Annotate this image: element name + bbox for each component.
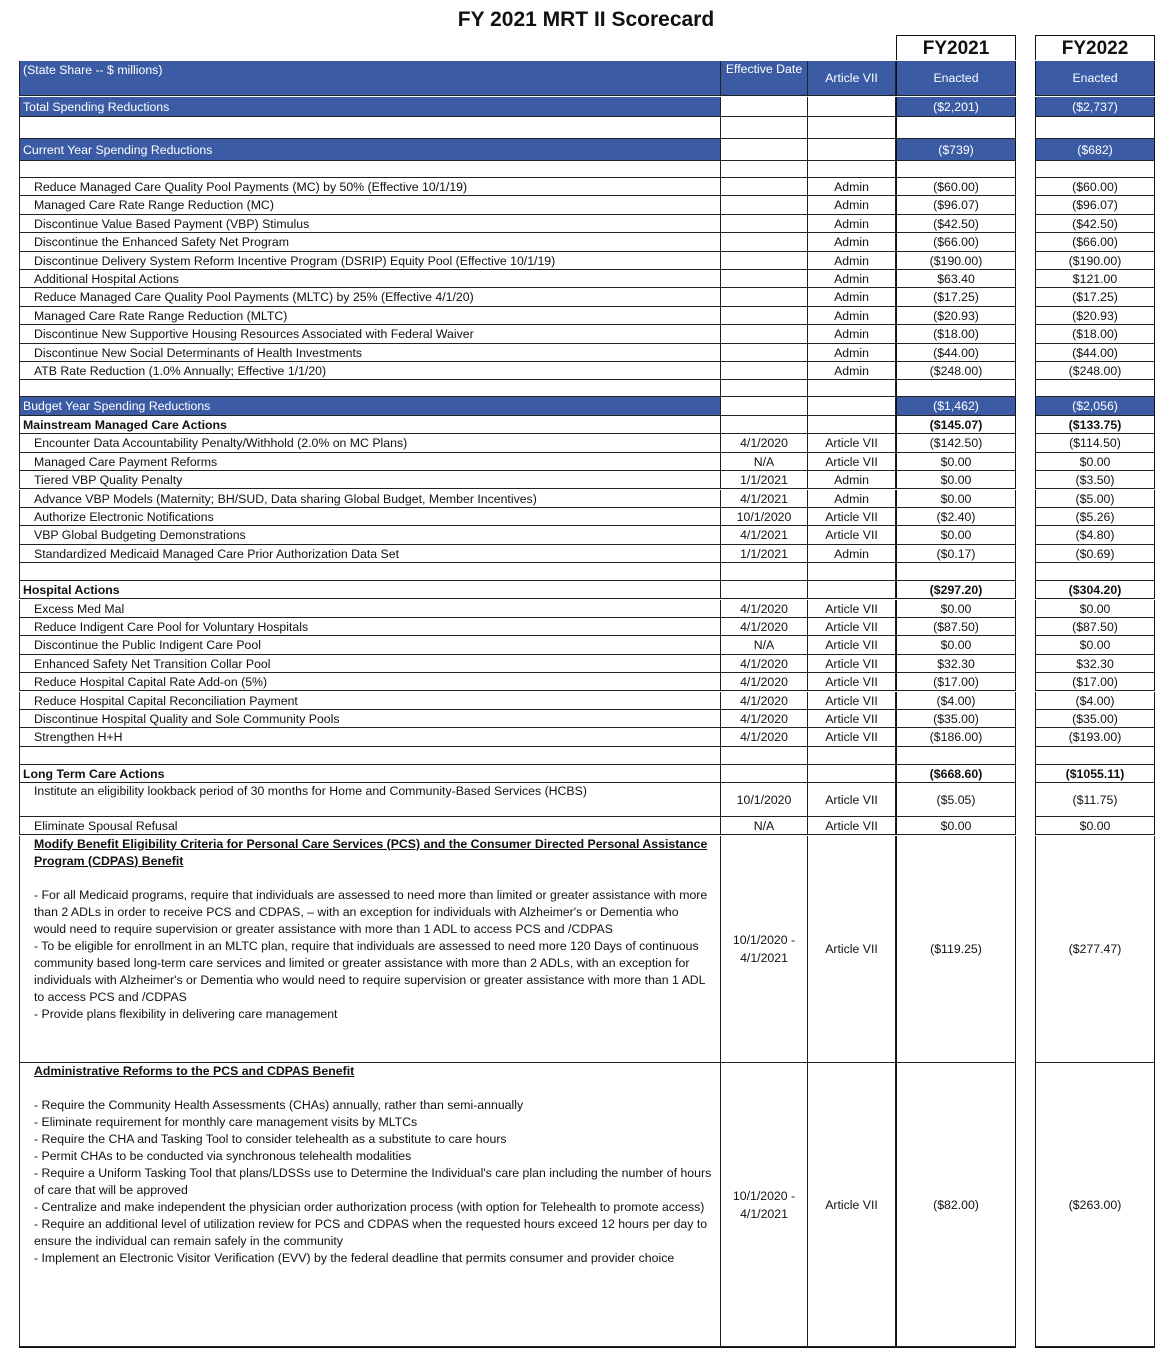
current-year-item-article: Admin	[808, 196, 896, 214]
current-year-item-fy2022: ($66.00)	[1035, 233, 1155, 251]
current-year-item-desc: Reduce Managed Care Quality Pool Payments (MC) by 50% (Effective 10/1/19)	[19, 178, 720, 196]
blank-row-5-desc	[19, 747, 720, 765]
current-year-item-fy2021: ($190.00)	[896, 252, 1016, 270]
table-header-fy2021: Enacted	[896, 61, 1016, 96]
fy2021-bottom-border	[896, 1347, 1016, 1348]
total-row-fy2021: ($2,201)	[896, 97, 1016, 117]
ltc-admin-reforms-row-heading: Administrative Reforms to the PCS and CDPAS Benefit	[34, 1064, 355, 1078]
table-bottom-border	[19, 1347, 896, 1348]
hospital-item-date: 4/1/2020	[720, 618, 808, 636]
hospital-item-article: Article VII	[808, 673, 896, 691]
ltc-admin-reforms-row-fy2021: ($82.00)	[896, 1063, 1016, 1347]
ltc-modify-criteria-row	[0, 836, 1172, 1064]
hospital-header-row-article	[808, 581, 896, 599]
current-year-item-fy2021: ($96.07)	[896, 196, 1016, 214]
blank-row-3-fy2022	[1035, 380, 1155, 397]
total-row-article	[808, 97, 896, 117]
current-year-item-fy2021: ($42.50)	[896, 215, 1016, 233]
current-year-item-fy2022: ($20.93)	[1035, 307, 1155, 325]
blank-row-3	[0, 380, 1172, 397]
ltc-modify-criteria-row-heading: Modify Benefit Eligibility Criteria for Personal Care Services (PCS) and the Consumer Directed Personal Assistance Program (CDPAS) Benefit	[34, 836, 708, 868]
mainstream-item-article: Article VII	[808, 526, 896, 544]
current-year-item	[0, 233, 1172, 251]
mainstream-item-date: 10/1/2020	[720, 508, 808, 526]
hospital-item	[0, 692, 1172, 710]
bullet-item: - To be eligible for enrollment in an MLTC plan, require that individuals are assessed to need more 120 Days of continuous community based long-term care services and limited or greater assistance with more than 2 ADLs, with an exception for individuals with Alzheimer's or Dementia who would need to require supervision or greater assistance with more than 1 ADL to access PCS and /CDPAS	[34, 938, 706, 1004]
ltc-modify-criteria-row-fy2021: ($119.25)	[896, 836, 1016, 1064]
hospital-item-fy2021: ($17.00)	[896, 673, 1016, 691]
current-year-item-desc: Additional Hospital Actions	[19, 270, 720, 288]
mainstream-item	[0, 453, 1172, 471]
current-year-item	[0, 196, 1172, 214]
current-year-item-date	[720, 325, 808, 343]
hospital-item-desc: Strengthen H+H	[19, 728, 720, 746]
current-year-item-fy2021: ($17.25)	[896, 288, 1016, 306]
hospital-item-fy2021: ($186.00)	[896, 728, 1016, 746]
ltc-lookback-row-fy2021: ($5.05)	[896, 783, 1016, 817]
current-year-item-fy2021: ($18.00)	[896, 325, 1016, 343]
mainstream-item-article: Admin	[808, 545, 896, 563]
current-year-item-date	[720, 196, 808, 214]
hospital-item-fy2022: $0.00	[1035, 600, 1155, 618]
current-year-item-desc: Discontinue Delivery System Reform Incentive Program (DSRIP) Equity Pool (Effective 10/1/19)	[19, 252, 720, 270]
current-year-item-fy2022: ($96.07)	[1035, 196, 1155, 214]
mainstream-header-row-desc: Mainstream Managed Care Actions	[19, 416, 720, 434]
blank-row-4-desc	[19, 563, 720, 581]
blank-row-2	[0, 161, 1172, 178]
ltc-modify-criteria-row-date: 10/1/2020 - 4/1/2021	[720, 836, 808, 1064]
total-row-desc: Total Spending Reductions	[19, 97, 720, 117]
ltc-header-row-fy2021: ($668.60)	[896, 765, 1016, 783]
current-year-item-article: Admin	[808, 252, 896, 270]
mainstream-item-fy2021: $0.00	[896, 526, 1016, 544]
blank-row-3-article	[808, 380, 896, 397]
blank-row-1-date	[720, 117, 808, 139]
current-year-item-fy2022: ($42.50)	[1035, 215, 1155, 233]
blank-row-4-fy2022	[1035, 563, 1155, 581]
fy2022-year-header: FY2022	[1035, 35, 1155, 60]
mainstream-item	[0, 434, 1172, 452]
hospital-item-fy2022: ($193.00)	[1035, 728, 1155, 746]
current-year-row-article	[808, 139, 896, 161]
hospital-item-date: N/A	[720, 636, 808, 654]
blank-row-3-date	[720, 380, 808, 397]
budget-year-row	[0, 397, 1172, 416]
ltc-admin-reforms-row-desc	[19, 1063, 720, 1347]
current-year-item-fy2021: ($60.00)	[896, 178, 1016, 196]
bullet-item: - Provide plans flexibility in delivering care management	[34, 1006, 338, 1021]
current-year-item-fy2022: ($44.00)	[1035, 344, 1155, 362]
ltc-lookback-row-date: 10/1/2020	[720, 783, 808, 817]
hospital-item-fy2021: ($87.50)	[896, 618, 1016, 636]
hospital-header-row-fy2021: ($297.20)	[896, 581, 1016, 599]
bullet-item: - For all Medicaid programs, require that individuals are assessed to need more than limited or greater assistance with more than 2 ADLs in order to receive PCS and CDPAS, – with an exception for individuals with Alzheimer's or Dementia who would need to require supervision or greater assistance with more than 1 ADL to access PCS and /CDPAS	[34, 887, 708, 936]
mainstream-item-fy2022: ($114.50)	[1035, 434, 1155, 452]
ltc-modify-criteria-row-article: Article VII	[808, 836, 896, 1064]
hospital-item-article: Article VII	[808, 728, 896, 746]
hospital-item-desc: Excess Med Mal	[19, 600, 720, 618]
fy2021-year-header: FY2021	[896, 35, 1016, 60]
ltc-admin-reforms-row-date: 10/1/2020 - 4/1/2021	[720, 1063, 808, 1347]
current-year-item-desc: Discontinue New Social Determinants of Health Investments	[19, 344, 720, 362]
current-year-item	[0, 288, 1172, 306]
blank-row-1-fy2022	[1035, 117, 1155, 139]
hospital-item	[0, 728, 1172, 746]
total-row-fy2022: ($2,737)	[1035, 97, 1155, 117]
bullet-item: - Require the CHA and Tasking Tool to consider telehealth as a substitute to care hours	[34, 1132, 507, 1146]
mainstream-item-fy2022: ($5.00)	[1035, 490, 1155, 508]
ltc-lookback-row-desc: Institute an eligibility lookback period of 30 months for Home and Community-Based Services (HCBS)	[19, 783, 720, 817]
mainstream-item-date: 4/1/2020	[720, 434, 808, 452]
hospital-item-fy2022: ($35.00)	[1035, 710, 1155, 728]
mainstream-item	[0, 526, 1172, 544]
hospital-item-fy2021: ($35.00)	[896, 710, 1016, 728]
hospital-item-article: Article VII	[808, 600, 896, 618]
mainstream-header-row-fy2022: ($133.75)	[1035, 416, 1155, 434]
current-year-item-article: Admin	[808, 178, 896, 196]
mainstream-item-desc: Encounter Data Accountability Penalty/Withhold (2.0% on MC Plans)	[19, 434, 720, 452]
table-header	[0, 61, 1172, 96]
mainstream-header-row-article	[808, 416, 896, 434]
current-year-item	[0, 362, 1172, 380]
ltc-header-row-article	[808, 765, 896, 783]
mainstream-item	[0, 545, 1172, 563]
current-year-item	[0, 215, 1172, 233]
mainstream-item-fy2021: ($2.40)	[896, 508, 1016, 526]
hospital-item	[0, 618, 1172, 636]
mainstream-item-fy2022: ($5.26)	[1035, 508, 1155, 526]
mainstream-item-desc: VBP Global Budgeting Demonstrations	[19, 526, 720, 544]
ltc-admin-reforms-row-bullets	[34, 1097, 714, 1267]
mainstream-item-article: Article VII	[808, 434, 896, 452]
mainstream-item	[0, 508, 1172, 526]
ltc-spousal-row-fy2022: $0.00	[1035, 817, 1155, 835]
hospital-item	[0, 600, 1172, 618]
hospital-header-row-desc: Hospital Actions	[19, 581, 720, 599]
current-year-item-desc: ATB Rate Reduction (1.0% Annually; Effective 1/1/20)	[19, 362, 720, 380]
blank-row-5	[0, 747, 1172, 765]
mainstream-item-fy2021: $0.00	[896, 453, 1016, 471]
blank-row-2-desc	[19, 161, 720, 178]
budget-year-row-fy2021: ($1,462)	[896, 397, 1016, 416]
current-year-item-article: Admin	[808, 233, 896, 251]
current-year-row-date	[720, 139, 808, 161]
mainstream-item-desc: Authorize Electronic Notifications	[19, 508, 720, 526]
current-year-item-date	[720, 178, 808, 196]
hospital-item-desc: Reduce Indigent Care Pool for Voluntary Hospitals	[19, 618, 720, 636]
mainstream-item-fy2022: ($0.69)	[1035, 545, 1155, 563]
ltc-admin-reforms-row-fy2022: ($263.00)	[1035, 1063, 1155, 1347]
current-year-item	[0, 307, 1172, 325]
hospital-item-fy2022: $0.00	[1035, 636, 1155, 654]
mainstream-item-desc: Advance VBP Models (Maternity; BH/SUD, Data sharing Global Budget, Member Incentives)	[19, 490, 720, 508]
ltc-spousal-row-desc: Eliminate Spousal Refusal	[19, 817, 720, 835]
current-year-item-fy2022: ($60.00)	[1035, 178, 1155, 196]
current-year-item	[0, 252, 1172, 270]
mainstream-header-row	[0, 416, 1172, 434]
blank-row-4-article	[808, 563, 896, 581]
current-year-item-date	[720, 344, 808, 362]
current-year-item-desc: Managed Care Rate Range Reduction (MLTC)	[19, 307, 720, 325]
mainstream-item-fy2021: $0.00	[896, 490, 1016, 508]
ltc-header-row	[0, 765, 1172, 783]
hospital-item-article: Article VII	[808, 655, 896, 673]
current-year-item-fy2021: ($20.93)	[896, 307, 1016, 325]
ltc-spousal-row	[0, 817, 1172, 835]
hospital-item	[0, 673, 1172, 691]
mainstream-item-date: N/A	[720, 453, 808, 471]
table-header-article: Article VII	[808, 61, 896, 96]
hospital-item-fy2021: $32.30	[896, 655, 1016, 673]
current-year-item-date	[720, 307, 808, 325]
current-year-item	[0, 325, 1172, 343]
blank-row-2-date	[720, 161, 808, 178]
ltc-header-row-date	[720, 765, 808, 783]
hospital-item-date: 4/1/2020	[720, 710, 808, 728]
page-title: FY 2021 MRT II Scorecard	[457, 8, 715, 31]
current-year-item-article: Admin	[808, 215, 896, 233]
current-year-row-fy2021: ($739)	[896, 139, 1016, 161]
hospital-item-date: 4/1/2020	[720, 728, 808, 746]
bullet-item: - Require a Uniform Tasking Tool that plans/LDSSs use to Determine the Individual's care plan including the number of hours of care that will be approved	[34, 1166, 712, 1197]
blank-row-5-date	[720, 747, 808, 765]
current-year-item-desc: Discontinue New Supportive Housing Resources Associated with Federal Waiver	[19, 325, 720, 343]
hospital-item-fy2022: ($87.50)	[1035, 618, 1155, 636]
current-year-row	[0, 139, 1172, 161]
bullet-item: - Permit CHAs to be conducted via synchronous telehealth modalities	[34, 1149, 412, 1163]
current-year-item-desc: Managed Care Rate Range Reduction (MC)	[19, 196, 720, 214]
bullet-item: - Require the Community Health Assessments (CHAs) annually, rather than semi-annually	[34, 1098, 524, 1112]
hospital-item-fy2021: $0.00	[896, 600, 1016, 618]
blank-row-3-desc	[19, 380, 720, 397]
bullet-item: - Eliminate requirement for monthly care management visits by MLTCs	[34, 1115, 418, 1129]
current-year-item-fy2021: ($44.00)	[896, 344, 1016, 362]
current-year-item-fy2022: ($18.00)	[1035, 325, 1155, 343]
blank-row-4-date	[720, 563, 808, 581]
mainstream-item-article: Article VII	[808, 453, 896, 471]
blank-row-1-article	[808, 117, 896, 139]
mainstream-item-date: 4/1/2021	[720, 526, 808, 544]
hospital-item-fy2022: ($17.00)	[1035, 673, 1155, 691]
current-year-item-date	[720, 362, 808, 380]
ltc-modify-criteria-row-desc	[19, 836, 720, 1064]
current-year-item-desc: Discontinue the Enhanced Safety Net Program	[19, 233, 720, 251]
table-header-fy2022: Enacted	[1035, 61, 1155, 96]
current-year-row-fy2022: ($682)	[1035, 139, 1155, 161]
ltc-admin-reforms-row-article: Article VII	[808, 1063, 896, 1347]
hospital-item-desc: Reduce Hospital Capital Rate Add-on (5%)	[19, 673, 720, 691]
current-year-item-desc: Reduce Managed Care Quality Pool Payments (MLTC) by 25% (Effective 4/1/20)	[19, 288, 720, 306]
blank-row-1-fy2021	[896, 117, 1016, 139]
current-year-item-article: Admin	[808, 362, 896, 380]
ltc-lookback-row-fy2022: ($11.75)	[1035, 783, 1155, 817]
ltc-modify-criteria-row-bullets	[34, 887, 714, 1023]
blank-row-5-article	[808, 747, 896, 765]
mainstream-item-article: Admin	[808, 490, 896, 508]
mainstream-item-date: 4/1/2021	[720, 490, 808, 508]
total-row-date	[720, 97, 808, 117]
hospital-item	[0, 636, 1172, 654]
current-year-item-fy2022: $121.00	[1035, 270, 1155, 288]
current-year-item-fy2022: ($248.00)	[1035, 362, 1155, 380]
blank-row-4	[0, 563, 1172, 581]
current-year-item-fy2022: ($190.00)	[1035, 252, 1155, 270]
ltc-lookback-row-article: Article VII	[808, 783, 896, 817]
mainstream-item-article: Admin	[808, 471, 896, 489]
mainstream-item-fy2021: ($0.17)	[896, 545, 1016, 563]
ltc-modify-criteria-row-fy2022: ($277.47)	[1035, 836, 1155, 1064]
current-year-item-fy2021: $63.40	[896, 270, 1016, 288]
mainstream-item-desc: Standardized Medicaid Managed Care Prior Authorization Data Set	[19, 545, 720, 563]
current-year-item-fy2022: ($17.25)	[1035, 288, 1155, 306]
current-year-item-date	[720, 270, 808, 288]
blank-row-1-desc	[19, 117, 720, 139]
blank-row-2-article	[808, 161, 896, 178]
hospital-item-date: 4/1/2020	[720, 673, 808, 691]
hospital-header-row	[0, 581, 1172, 599]
ltc-spousal-row-date: N/A	[720, 817, 808, 835]
ltc-header-row-fy2022: ($1055.11)	[1035, 765, 1155, 783]
budget-year-row-fy2022: ($2,056)	[1035, 397, 1155, 416]
hospital-item-desc: Enhanced Safety Net Transition Collar Pool	[19, 655, 720, 673]
current-year-item-fy2021: ($248.00)	[896, 362, 1016, 380]
total-row	[0, 97, 1172, 117]
bullet-item: - Implement an Electronic Visitor Verification (EVV) by the federal deadline that permits consumer and provider choice	[34, 1251, 675, 1265]
budget-year-row-article	[808, 397, 896, 416]
current-year-item	[0, 344, 1172, 362]
current-year-item-article: Admin	[808, 344, 896, 362]
budget-year-row-date	[720, 397, 808, 416]
blank-row-2-fy2022	[1035, 161, 1155, 178]
hospital-item	[0, 710, 1172, 728]
ltc-spousal-row-fy2021: $0.00	[896, 817, 1016, 835]
hospital-item-date: 4/1/2020	[720, 655, 808, 673]
ltc-admin-reforms-row	[0, 1063, 1172, 1347]
bullet-item: - Centralize and make independent the physician order authorization process (with option for Telehealth to promote access)	[34, 1200, 705, 1214]
blank-row-3-fy2021	[896, 380, 1016, 397]
ltc-lookback-row	[0, 783, 1172, 817]
current-year-item-date	[720, 215, 808, 233]
ltc-spousal-row-article: Article VII	[808, 817, 896, 835]
mainstream-item	[0, 471, 1172, 489]
hospital-item-date: 4/1/2020	[720, 692, 808, 710]
hospital-item	[0, 655, 1172, 673]
blank-row-5-fy2022	[1035, 747, 1155, 765]
current-year-item-article: Admin	[808, 325, 896, 343]
current-year-item-article: Admin	[808, 288, 896, 306]
budget-year-row-desc: Budget Year Spending Reductions	[19, 397, 720, 416]
current-year-item-date	[720, 233, 808, 251]
hospital-item-date: 4/1/2020	[720, 600, 808, 618]
current-year-item-article: Admin	[808, 307, 896, 325]
mainstream-item	[0, 490, 1172, 508]
mainstream-item-fy2022: ($3.50)	[1035, 471, 1155, 489]
mainstream-item-desc: Tiered VBP Quality Penalty	[19, 471, 720, 489]
current-year-item-desc: Discontinue Value Based Payment (VBP) Stimulus	[19, 215, 720, 233]
mainstream-item-article: Article VII	[808, 508, 896, 526]
mainstream-item-desc: Managed Care Payment Reforms	[19, 453, 720, 471]
hospital-item-fy2022: ($4.00)	[1035, 692, 1155, 710]
table-header-date: Effective Date	[720, 61, 808, 96]
hospital-item-fy2021: $0.00	[896, 636, 1016, 654]
hospital-item-desc: Discontinue Hospital Quality and Sole Community Pools	[19, 710, 720, 728]
mainstream-header-row-fy2021: ($145.07)	[896, 416, 1016, 434]
blank-row-1	[0, 117, 1172, 139]
hospital-header-row-fy2022: ($304.20)	[1035, 581, 1155, 599]
current-year-item-article: Admin	[808, 270, 896, 288]
hospital-item-article: Article VII	[808, 692, 896, 710]
bullet-item: - Require an additional level of utilization review for PCS and CDPAS when the requested hours exceed 12 hours per day to ensure the individual can remain safely in the community	[34, 1217, 708, 1248]
mainstream-header-row-date	[720, 416, 808, 434]
blank-row-5-fy2021	[896, 747, 1016, 765]
mainstream-item-date: 1/1/2021	[720, 545, 808, 563]
hospital-header-row-date	[720, 581, 808, 599]
mainstream-item-date: 1/1/2021	[720, 471, 808, 489]
current-year-item-fy2021: ($66.00)	[896, 233, 1016, 251]
hospital-item-article: Article VII	[808, 636, 896, 654]
hospital-item-desc: Reduce Hospital Capital Reconciliation Payment	[19, 692, 720, 710]
hospital-item-fy2021: ($4.00)	[896, 692, 1016, 710]
hospital-item-article: Article VII	[808, 710, 896, 728]
blank-row-2-fy2021	[896, 161, 1016, 178]
mainstream-item-fy2022: ($4.80)	[1035, 526, 1155, 544]
hospital-item-fy2022: $32.30	[1035, 655, 1155, 673]
current-year-item-date	[720, 288, 808, 306]
hospital-item-article: Article VII	[808, 618, 896, 636]
mainstream-item-fy2021: ($142.50)	[896, 434, 1016, 452]
mainstream-item-fy2021: $0.00	[896, 471, 1016, 489]
table-bottom-border	[1035, 1347, 1155, 1348]
mainstream-item-fy2022: $0.00	[1035, 453, 1155, 471]
ltc-header-row-desc: Long Term Care Actions	[19, 765, 720, 783]
current-year-item	[0, 178, 1172, 196]
hospital-item-desc: Discontinue the Public Indigent Care Pool	[19, 636, 720, 654]
current-year-item-date	[720, 252, 808, 270]
blank-row-4-fy2021	[896, 563, 1016, 581]
current-year-item	[0, 270, 1172, 288]
table-header-desc: (State Share -- $ millions)	[19, 61, 720, 96]
current-year-row-desc: Current Year Spending Reductions	[19, 139, 720, 161]
